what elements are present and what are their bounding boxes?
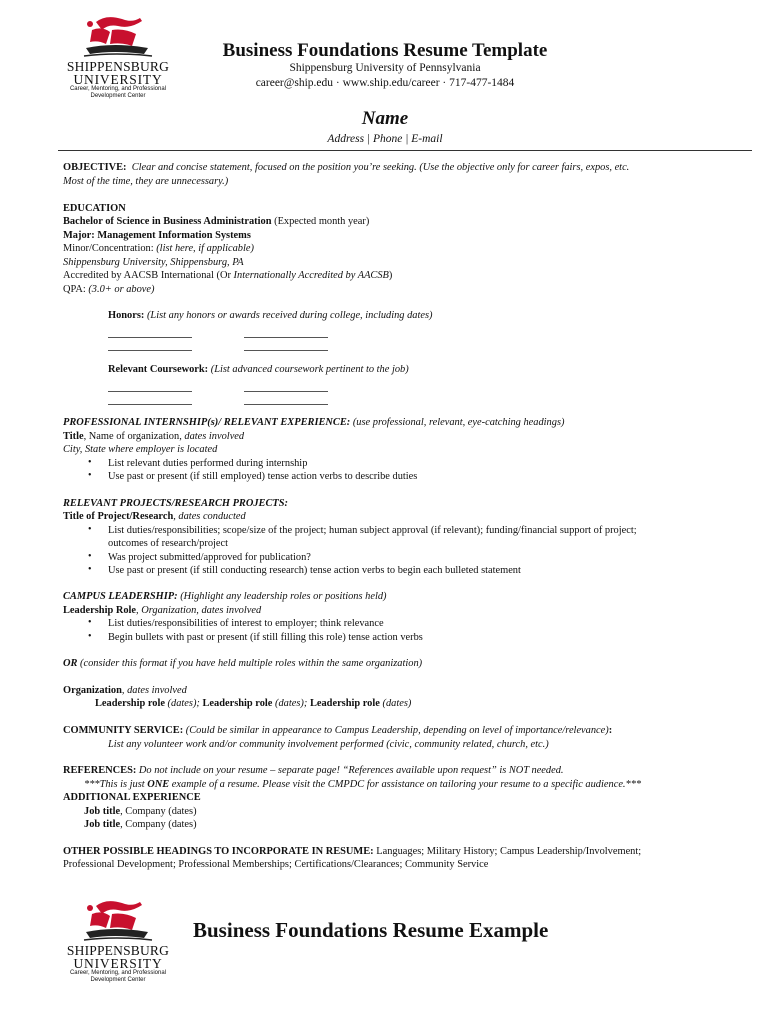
campus-role-details: , Organization, dates involved xyxy=(136,605,262,616)
accreditation-alt: Internationally Accredited by AACSB xyxy=(233,270,389,281)
other-headings-line1 xyxy=(63,845,641,859)
education-qpa xyxy=(63,283,155,297)
organization-label: Organization xyxy=(63,685,122,696)
resume-name: Name xyxy=(361,108,409,129)
campus-heading-note: (Highlight any leadership roles or positions held) xyxy=(177,591,387,602)
logo-wordmark-line1: SHIPPENSBURG xyxy=(66,943,170,958)
role-1: Leadership role xyxy=(95,698,165,709)
education-minor xyxy=(63,242,254,256)
minor-value: (list here, if applicable) xyxy=(156,243,254,254)
internship-location: City, State where employer is located xyxy=(63,444,218,455)
document-title: Business Foundations Resume Template xyxy=(222,40,548,61)
logo-wordmark-line2: UNIVERSITY xyxy=(73,72,163,87)
references-heading xyxy=(63,764,564,778)
community-note: (Could be similar in appearance to Campus Leadership, depending on level of importance/relevance) xyxy=(183,725,609,736)
header-divider xyxy=(58,150,752,151)
logo-wordmark-line1: SHIPPENSBURG xyxy=(66,59,170,74)
campus-role-label: Leadership Role xyxy=(63,605,137,616)
campus-organization xyxy=(63,684,187,698)
campus-or-note xyxy=(63,657,422,671)
example-title: Business Foundations Resume Example xyxy=(193,918,549,942)
resume-contact-line: Address | Phone | E-mail xyxy=(327,133,443,145)
objective-line1 xyxy=(63,161,629,175)
coursework-blank-row2 xyxy=(108,392,328,410)
bullet-icon: • xyxy=(88,551,92,562)
internship-title-dates: dates involved xyxy=(184,431,245,442)
projects-title xyxy=(63,510,246,524)
education-degree xyxy=(63,215,369,229)
project-title-label: Title of Project/Research xyxy=(63,511,174,522)
additional-job-2 xyxy=(84,818,197,832)
ship-emblem-icon xyxy=(62,898,174,944)
bullet-icon: • xyxy=(88,457,92,468)
references-line2-c: example of a resume. Please visit the CMPDC for assistance on tailoring your resume to a specific audience.*** xyxy=(169,779,642,790)
objective-line2: Most of the time, they are unnecessary.) xyxy=(63,176,229,187)
university-name: Shippensburg University of Pennsylvania xyxy=(289,62,481,74)
other-line1-rest: Languages; Military History; Campus Leadership/Involvement; xyxy=(373,846,642,857)
education-heading: EDUCATION xyxy=(63,203,126,214)
objective-text: Clear and concise statement, focused on the position you’re seeking. (Use the objective only for career fairs, expos, etc. xyxy=(131,162,630,173)
campus-roles-line xyxy=(95,697,411,711)
blank-line xyxy=(108,395,192,405)
degree-name: Bachelor of Science in Business Administration xyxy=(63,216,272,227)
campus-heading-text: CAMPUS LEADERSHIP: xyxy=(63,591,178,602)
internship-bullet-1: List relevant duties performed during internship xyxy=(108,458,308,469)
blank-line xyxy=(108,382,192,392)
bullet-icon: • xyxy=(88,631,92,642)
internship-title-org: , Name of organization, xyxy=(83,431,185,442)
projects-heading: RELEVANT PROJECTS/RESEARCH PROJECTS: xyxy=(63,498,288,509)
education-accreditation xyxy=(63,269,392,283)
references-line2 xyxy=(84,778,641,792)
additional-heading: ADDITIONAL EXPERIENCE xyxy=(63,792,201,803)
logo-wordmark-line2: UNIVERSITY xyxy=(73,956,163,971)
role-1-dates: (dates); xyxy=(164,698,203,709)
bullet-icon: • xyxy=(88,617,92,628)
role-2: Leadership role xyxy=(202,698,273,709)
internship-title xyxy=(63,430,244,444)
blank-line xyxy=(244,382,328,392)
references-line2-a: ***This is just xyxy=(84,779,148,790)
coursework-line xyxy=(108,363,409,377)
bullet-icon: • xyxy=(88,470,92,481)
other-heading-text: OTHER POSSIBLE HEADINGS TO INCORPORATE IN RESUME: xyxy=(63,846,374,857)
references-note: Do not include on your resume – separate page! “References available upon request” is NOT needed. xyxy=(136,765,564,776)
job-title-1: Job title xyxy=(84,806,121,817)
internship-bullet-2: Use past or present (if still employed) tense action verbs to describe duties xyxy=(108,471,418,482)
honors-text: (List any honors or awards received during college, including dates) xyxy=(144,310,433,321)
project-title-dates: , dates conducted xyxy=(173,511,246,522)
accreditation-close: ) xyxy=(388,270,393,281)
job-title-2: Job title xyxy=(84,819,121,830)
logo-subtitle-line1: Career, Mentoring, and Professional xyxy=(69,970,167,976)
community-heading xyxy=(63,724,612,738)
objective-label: OBJECTIVE: xyxy=(63,162,127,173)
community-line2: List any volunteer work and/or community involvement performed (civic, community related, church, etc.) xyxy=(108,739,549,750)
projects-bullet-1b: outcomes of research/project xyxy=(108,538,229,549)
campus-role xyxy=(63,604,261,618)
bullet-icon: • xyxy=(88,524,92,535)
coursework-label: Relevant Coursework: xyxy=(108,364,209,375)
bullet-icon: • xyxy=(88,564,92,575)
blank-line xyxy=(244,341,328,351)
blank-line xyxy=(108,328,192,338)
campus-heading xyxy=(63,590,386,604)
qpa-label: QPA: xyxy=(63,284,89,295)
projects-bullet-2: Was project submitted/approved for publication? xyxy=(108,552,311,563)
community-heading-text: COMMUNITY SERVICE: xyxy=(63,725,184,736)
blank-line xyxy=(244,328,328,338)
honors-label: Honors: xyxy=(108,310,145,321)
internship-heading-note: (use professional, relevant, eye-catching headings) xyxy=(350,417,565,428)
education-location: Shippensburg University, Shippensburg, PA xyxy=(63,257,244,268)
projects-bullet-1a: List duties/responsibilities; scope/size of the project; human subject approval (if relevant); funding/financial support of project; xyxy=(108,525,637,536)
coursework-text: (List advanced coursework pertinent to the job) xyxy=(208,364,409,375)
internship-heading-text: PROFESSIONAL INTERNSHIP(s)/ RELEVANT EXPERIENCE: xyxy=(63,417,351,428)
campus-bullet-1: List duties/responsibilities of interest to employer; think relevance xyxy=(108,618,384,629)
role-3-dates: (dates) xyxy=(379,698,412,709)
internship-heading xyxy=(63,416,564,430)
community-colon: : xyxy=(608,725,613,736)
other-headings-line2: Professional Development; Professional Memberships; Certifications/Clearances; Community Service xyxy=(63,859,489,870)
role-3: Leadership role xyxy=(309,698,380,709)
additional-job-1 xyxy=(84,805,197,819)
references-line2-b: ONE xyxy=(147,779,170,790)
university-logo-footer xyxy=(62,898,174,984)
campus-bullet-2: Begin bullets with past or present (if still filling this role) tense action verbs xyxy=(108,632,423,643)
logo-subtitle-line2: Development Center xyxy=(90,977,146,983)
projects-bullet-3: Use past or present (if still conducting research) tense action verbs to begin each bulleted statement xyxy=(108,565,521,576)
center-contact: career@ship.edu · www.ship.edu/career · 717-477-1484 xyxy=(255,77,515,89)
honors-blank-row2 xyxy=(108,338,328,356)
logo-subtitle-line1: Career, Mentoring, and Professional xyxy=(69,86,167,92)
job-company-1: , Company (dates) xyxy=(120,806,197,817)
degree-date: (Expected month year) xyxy=(271,216,370,227)
blank-line xyxy=(108,341,192,351)
blank-line xyxy=(244,395,328,405)
internship-title-label: Title xyxy=(63,431,84,442)
job-company-2: , Company (dates) xyxy=(120,819,197,830)
minor-label: Minor/Concentration: xyxy=(63,243,157,254)
logo-subtitle-line2: Development Center xyxy=(90,93,146,99)
qpa-value: (3.0+ or above) xyxy=(88,284,155,295)
or-label: OR xyxy=(63,658,78,669)
organization-dates: , dates involved xyxy=(121,685,187,696)
role-2-dates: (dates); xyxy=(272,698,310,709)
references-heading-text: REFERENCES: xyxy=(63,765,137,776)
accreditation-text: Accredited by AACSB International (Or xyxy=(63,270,234,281)
honors-line xyxy=(108,309,433,323)
or-note: (consider this format if you have held multiple roles within the same organization) xyxy=(77,658,423,669)
education-major: Major: Management Information Systems xyxy=(63,230,251,241)
